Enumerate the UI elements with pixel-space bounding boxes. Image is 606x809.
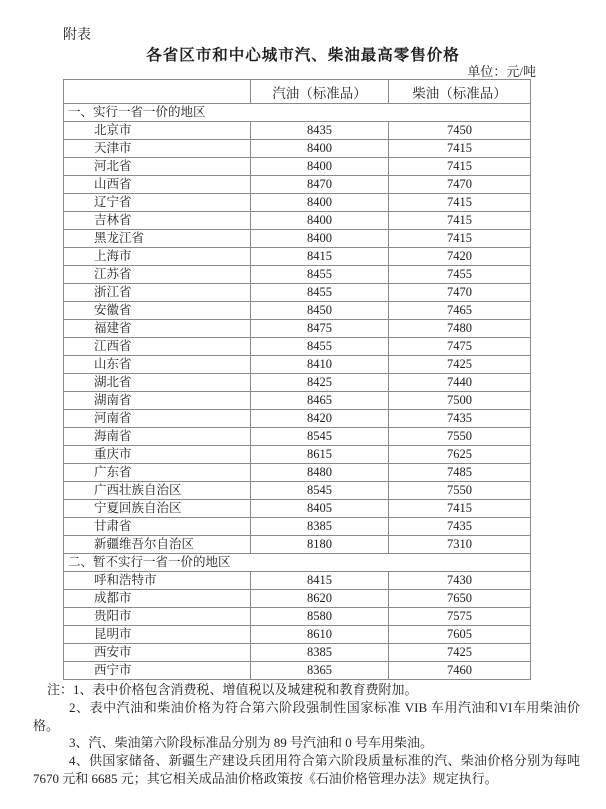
gasoline-price-cell: 8400 — [251, 230, 389, 248]
table-row — [64, 392, 531, 410]
region-cell: 天津市 — [64, 140, 251, 158]
diesel-price-cell: 7430 — [389, 572, 531, 590]
gasoline-price-cell: 8435 — [251, 122, 389, 140]
section-heading: 一、实行一省一价的地区 — [64, 104, 531, 122]
diesel-price-cell: 7625 — [389, 446, 531, 464]
gasoline-price-cell: 8400 — [251, 158, 389, 176]
note-1: 注：1、表中价格包含消费税、增值税以及城建税和教育费附加。 — [47, 682, 418, 697]
table-row — [64, 212, 531, 230]
table-row — [64, 446, 531, 464]
region-cell: 河北省 — [64, 158, 251, 176]
gasoline-price-cell: 8180 — [251, 536, 389, 554]
note-3: 3、汽、柴油第六阶段标准品分别为 89 号汽油和 0 号车用柴油。 — [69, 735, 434, 751]
diesel-price-cell: 7550 — [389, 482, 531, 500]
region-cell: 湖北省 — [64, 374, 251, 392]
gasoline-price-cell: 8615 — [251, 446, 389, 464]
diesel-price-cell: 7470 — [389, 176, 531, 194]
gasoline-price-cell: 8455 — [251, 338, 389, 356]
diesel-price-cell: 7485 — [389, 464, 531, 482]
diesel-price-cell: 7475 — [389, 338, 531, 356]
table-row — [64, 302, 531, 320]
diesel-price-cell: 7415 — [389, 212, 531, 230]
gasoline-price-cell: 8610 — [251, 626, 389, 644]
diesel-price-cell: 7465 — [389, 302, 531, 320]
appendix-label: 附表 — [63, 28, 91, 43]
table-row — [64, 590, 531, 608]
gasoline-price-cell: 8450 — [251, 302, 389, 320]
region-cell: 山东省 — [64, 356, 251, 374]
region-cell: 浙江省 — [64, 284, 251, 302]
note-4: 4、供国家储备、新疆生产建设兵团用符合第六阶段质量标准的汽、柴油价格分别为每吨 7670 元和 6685 元；其它相关成品油价格政策按《石油价格管理办法》规定执行。 — [33, 753, 580, 786]
gasoline-price-cell: 8405 — [251, 500, 389, 518]
region-cell: 海南省 — [64, 428, 251, 446]
region-cell: 重庆市 — [64, 446, 251, 464]
section-heading-row — [64, 104, 531, 122]
table-row — [64, 266, 531, 284]
gasoline-price-cell: 8415 — [251, 248, 389, 266]
gasoline-price-cell: 8470 — [251, 176, 389, 194]
diesel-column-header: 柴油（标准品） — [389, 80, 531, 104]
diesel-price-cell: 7575 — [389, 608, 531, 626]
table-row — [64, 176, 531, 194]
region-cell: 吉林省 — [64, 212, 251, 230]
diesel-price-cell: 7415 — [389, 500, 531, 518]
table-row — [64, 500, 531, 518]
table-row — [64, 248, 531, 266]
region-cell: 福建省 — [64, 320, 251, 338]
diesel-price-cell: 7605 — [389, 626, 531, 644]
diesel-price-cell: 7435 — [389, 518, 531, 536]
table-row — [64, 662, 531, 680]
table-row — [64, 464, 531, 482]
gasoline-price-cell: 8465 — [251, 392, 389, 410]
table-row — [64, 374, 531, 392]
gasoline-price-cell: 8385 — [251, 518, 389, 536]
note-2: 2、表中汽油和柴油价格为符合第六阶段强制性国家标准 VIB 车用汽油和VI车用柴油价格。 — [33, 699, 580, 733]
table-row — [64, 572, 531, 590]
gasoline-price-cell: 8410 — [251, 356, 389, 374]
gasoline-price-cell: 8580 — [251, 608, 389, 626]
region-cell: 安徽省 — [64, 302, 251, 320]
table-header-row — [64, 80, 531, 104]
gasoline-price-cell: 8620 — [251, 590, 389, 608]
region-cell: 贵阳市 — [64, 608, 251, 626]
page-title: 各省区市和中心城市汽、柴油最高零售价格 — [146, 47, 460, 64]
diesel-price-cell: 7425 — [389, 356, 531, 374]
diesel-price-cell: 7415 — [389, 194, 531, 212]
region-cell: 昆明市 — [64, 626, 251, 644]
region-cell: 辽宁省 — [64, 194, 251, 212]
diesel-price-cell: 7450 — [389, 122, 531, 140]
table-row — [64, 158, 531, 176]
table-row — [64, 320, 531, 338]
region-cell: 呼和浩特市 — [64, 572, 251, 590]
diesel-price-cell: 7415 — [389, 230, 531, 248]
region-cell: 成都市 — [64, 590, 251, 608]
region-cell: 新疆维吾尔自治区 — [64, 536, 251, 554]
gasoline-price-cell: 8545 — [251, 428, 389, 446]
diesel-price-cell: 7440 — [389, 374, 531, 392]
region-cell: 西宁市 — [64, 662, 251, 680]
region-cell: 甘肃省 — [64, 518, 251, 536]
region-cell: 西安市 — [64, 644, 251, 662]
region-cell: 河南省 — [64, 410, 251, 428]
table-row — [64, 536, 531, 554]
table-row — [64, 356, 531, 374]
region-cell: 北京市 — [64, 122, 251, 140]
gasoline-price-cell: 8400 — [251, 140, 389, 158]
region-cell: 湖南省 — [64, 392, 251, 410]
gasoline-column-header: 汽油（标准品） — [251, 80, 389, 104]
table-row — [64, 608, 531, 626]
gasoline-price-cell: 8365 — [251, 662, 389, 680]
diesel-price-cell: 7415 — [389, 158, 531, 176]
price-table — [63, 79, 531, 680]
table-row — [64, 194, 531, 212]
gasoline-price-cell: 8455 — [251, 266, 389, 284]
table-row — [64, 644, 531, 662]
region-column-header — [64, 80, 251, 104]
table-row — [64, 230, 531, 248]
region-cell: 江苏省 — [64, 266, 251, 284]
diesel-price-cell: 7470 — [389, 284, 531, 302]
table-row — [64, 122, 531, 140]
gasoline-price-cell: 8475 — [251, 320, 389, 338]
gasoline-price-cell: 8400 — [251, 212, 389, 230]
region-cell: 山西省 — [64, 176, 251, 194]
diesel-price-cell: 7650 — [389, 590, 531, 608]
gasoline-price-cell: 8545 — [251, 482, 389, 500]
table-row — [64, 338, 531, 356]
diesel-price-cell: 7455 — [389, 266, 531, 284]
region-cell: 黑龙江省 — [64, 230, 251, 248]
region-cell: 广西壮族自治区 — [64, 482, 251, 500]
diesel-price-cell: 7480 — [389, 320, 531, 338]
diesel-price-cell: 7420 — [389, 248, 531, 266]
unit-label: 单位：元/吨 — [467, 64, 536, 79]
gasoline-price-cell: 8415 — [251, 572, 389, 590]
table-row — [64, 410, 531, 428]
table-row — [64, 518, 531, 536]
section-heading: 二、暂不实行一省一价的地区 — [64, 554, 531, 572]
region-cell: 上海市 — [64, 248, 251, 266]
region-cell: 江西省 — [64, 338, 251, 356]
diesel-price-cell: 7425 — [389, 644, 531, 662]
gasoline-price-cell: 8480 — [251, 464, 389, 482]
gasoline-price-cell: 8455 — [251, 284, 389, 302]
region-cell: 广东省 — [64, 464, 251, 482]
table-row — [64, 482, 531, 500]
table-row — [64, 626, 531, 644]
diesel-price-cell: 7435 — [389, 410, 531, 428]
table-row — [64, 284, 531, 302]
region-cell: 宁夏回族自治区 — [64, 500, 251, 518]
diesel-price-cell: 7460 — [389, 662, 531, 680]
gasoline-price-cell: 8385 — [251, 644, 389, 662]
section-heading-row — [64, 554, 531, 572]
diesel-price-cell: 7500 — [389, 392, 531, 410]
gasoline-price-cell: 8400 — [251, 194, 389, 212]
gasoline-price-cell: 8425 — [251, 374, 389, 392]
diesel-price-cell: 7550 — [389, 428, 531, 446]
table-row — [64, 140, 531, 158]
notes-block — [33, 681, 580, 788]
diesel-price-cell: 7310 — [389, 536, 531, 554]
gasoline-price-cell: 8420 — [251, 410, 389, 428]
diesel-price-cell: 7415 — [389, 140, 531, 158]
table-row — [64, 428, 531, 446]
